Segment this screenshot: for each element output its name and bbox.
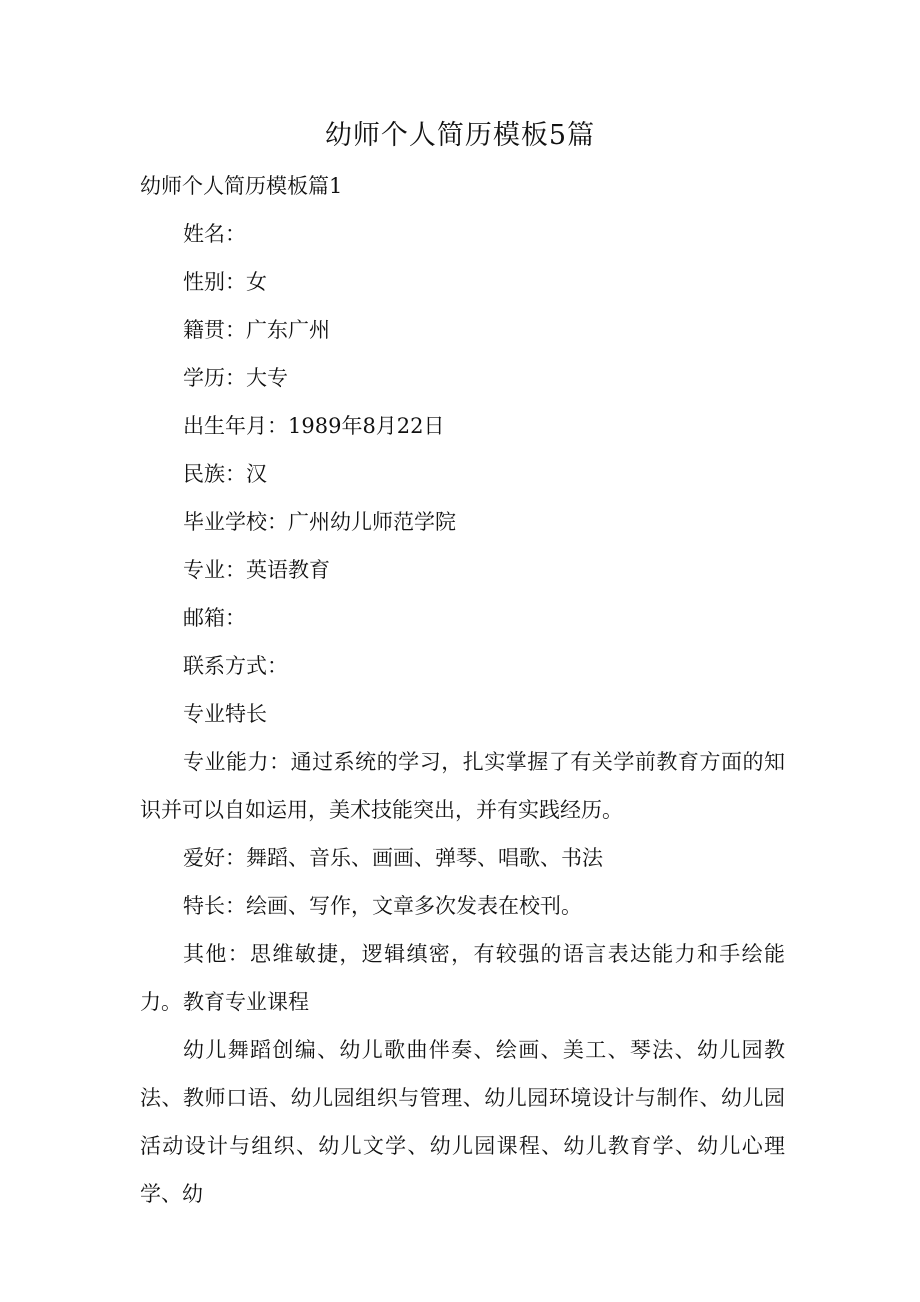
heading-specialties: 专业特长 xyxy=(183,702,267,726)
field-email: 邮箱： xyxy=(183,606,246,630)
field-gender: 性别：女 xyxy=(183,270,267,294)
field-education: 学历：大专 xyxy=(183,366,288,390)
document-title: 幼师个人简历模板5篇 xyxy=(324,120,596,151)
paragraph-courses: 幼儿舞蹈创编、幼儿歌曲伴奏、绘画、美工、琴法、幼儿园教法、教师口语、幼儿园组织与管理、幼儿园环境设计与制作、幼儿园活动设计与组织、幼儿文学、幼儿园课程、幼儿教育学、幼儿心理学、幼 xyxy=(140,1038,785,1206)
heading-courses: 教育专业课程 xyxy=(183,990,309,1014)
field-contact: 联系方式： xyxy=(183,654,288,678)
paragraph-other: 其他：思维敏捷，逻辑缜密，有较强的语言表达能力和手绘能力。 xyxy=(140,942,785,1014)
paragraph-hobbies: 爱好：舞蹈、音乐、画画、弹琴、唱歌、书法 xyxy=(183,846,603,870)
field-ethnicity: 民族：汉 xyxy=(183,462,267,486)
paragraph-specialty: 特长：绘画、写作，文章多次发表在校刊。 xyxy=(183,894,582,918)
field-school: 毕业学校：广州幼儿师范学院 xyxy=(183,510,456,534)
paragraph-ability: 专业能力：通过系统的学习，扎实掌握了有关学前教育方面的知识并可以自如运用，美术技能突出，并有实践经历。 xyxy=(140,750,785,822)
field-birth-date: 出生年月：1989年8月22日 xyxy=(183,414,445,438)
section-title: 幼师个人简历模板篇1 xyxy=(140,174,343,198)
field-native-place: 籍贯：广东广州 xyxy=(183,318,330,342)
field-major: 专业：英语教育 xyxy=(183,558,330,582)
field-name: 姓名： xyxy=(183,222,246,246)
